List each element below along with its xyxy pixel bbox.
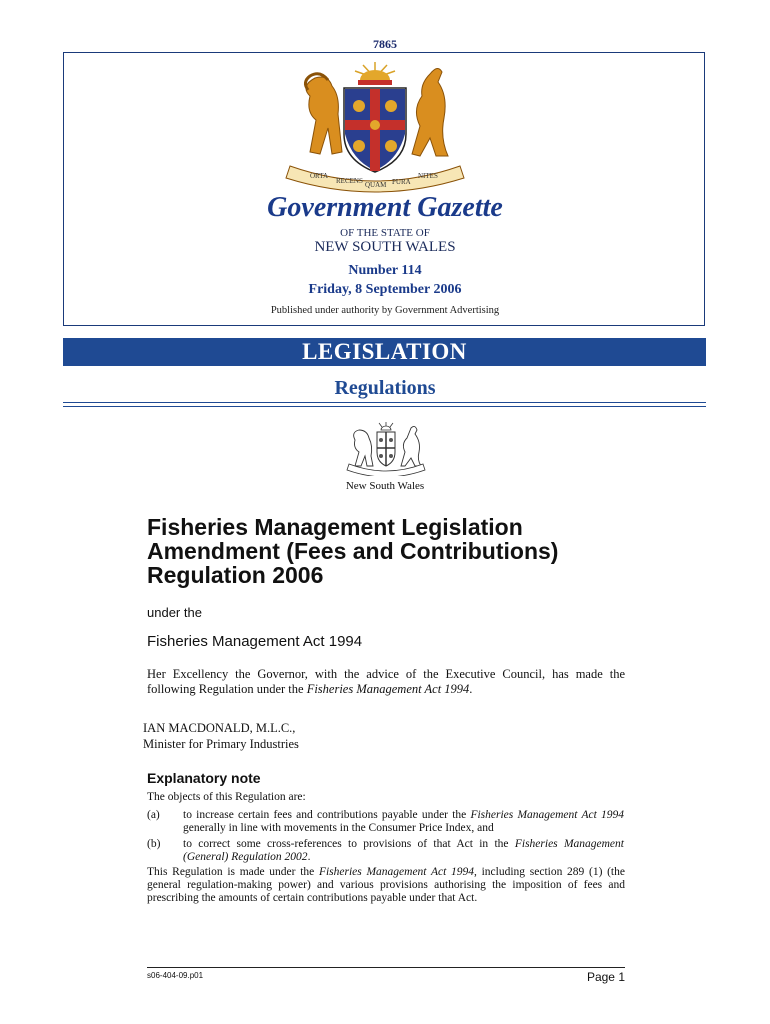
list-item-text-italic: Fisheries Management Act 1994 <box>470 809 624 821</box>
list-item-label: (a) <box>147 809 160 821</box>
of-the-state-label: OF THE STATE OF <box>340 227 430 239</box>
lion <box>306 77 342 154</box>
regulations-heading: Regulations <box>334 377 436 399</box>
list-item-text-end: generally in line with movements in the Consumer Price Index, and <box>183 822 494 834</box>
closing-act-italic: Fisheries Management Act 1994 <box>318 866 475 878</box>
explanatory-note-heading: Explanatory note <box>147 770 261 786</box>
gazette-title: Government Gazette <box>267 192 503 223</box>
regulation-title-line: Regulation 2006 <box>147 562 324 588</box>
kangaroo <box>412 68 448 156</box>
issue-number: Number 114 <box>348 263 422 278</box>
shield <box>344 88 406 172</box>
double-rule-divider <box>63 402 706 407</box>
nsw-crest-small-icon <box>341 420 431 476</box>
list-item-text <box>183 809 624 835</box>
state-name: NEW SOUTH WALES <box>314 239 456 255</box>
motto-word: QUAM <box>365 181 387 189</box>
crest-caption: New South Wales <box>345 480 425 492</box>
list-item-text-end: . <box>307 851 311 863</box>
act-name: Fisheries Management Act 1994 <box>147 633 363 650</box>
list-item-text <box>183 838 624 864</box>
preamble-act-italic: Fisheries Management Act 1994 <box>306 682 470 696</box>
footer-page-number: Page 1 <box>586 970 625 984</box>
closing-text-end: , including section 289 (1) (the general regulation-making power) and various provisions authorising the imposition of fees and prescribing the amounts of certain contributions payable under that Act. <box>147 866 625 904</box>
list-item-text-start: to correct some cross-references to provisions of that Act in the <box>183 838 515 850</box>
motto-word: NITES <box>418 172 438 180</box>
issue-date: Friday, 8 September 2006 <box>308 282 462 297</box>
minister-name: IAN MACDONALD, M.L.C., <box>143 721 296 735</box>
list-item-text-italic: Fisheries Management (General) Regulation 2002 <box>183 838 624 863</box>
closing-paragraph <box>147 866 625 905</box>
gazette-page-number: 7865 <box>373 37 397 51</box>
list-item-text-start: to increase certain fees and contributions payable under the <box>183 809 471 821</box>
preamble-paragraph <box>147 667 625 697</box>
legislation-heading: LEGISLATION <box>302 339 467 364</box>
regulation-title <box>147 515 667 587</box>
minister-title: Minister for Primary Industries <box>143 737 299 751</box>
regulation-title-line: Amendment (Fees and Contributions) <box>147 538 559 564</box>
list-item-label: (b) <box>147 838 161 850</box>
motto-word: RECENS <box>336 177 363 185</box>
footer-rule <box>147 967 625 968</box>
objects-intro: The objects of this Regulation are: <box>147 791 306 803</box>
motto-word: ORTA <box>310 172 329 180</box>
nsw-coat-of-arms-icon <box>280 56 470 196</box>
under-the-label: under the <box>147 605 202 620</box>
motto-word: PURA <box>392 178 411 186</box>
regulation-title-line: Fisheries Management Legislation <box>147 514 523 540</box>
preamble-text: Her Excellency the Governor, with the advice of the Executive Council, has made the following Regulation under the <box>147 667 625 696</box>
footer-document-code: s06-404-09.p01 <box>147 971 204 980</box>
preamble-text-end: . <box>469 682 473 696</box>
published-authority-line: Published under authority by Government Advertising <box>270 305 500 316</box>
closing-text-start: This Regulation is made under the <box>147 866 319 878</box>
